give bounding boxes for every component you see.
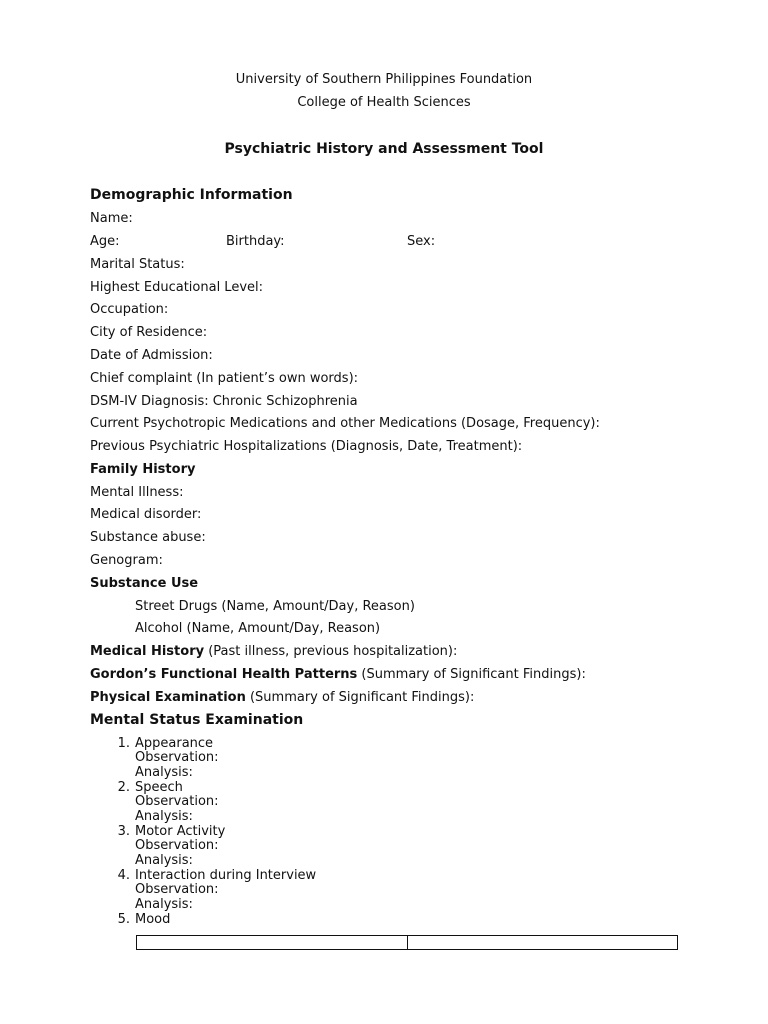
age-field-label: Age: (90, 234, 120, 249)
mse-item-number: 4. (117, 868, 130, 883)
college-name: College of Health Sciences (297, 95, 471, 110)
mse-analysis-label: Analysis: (135, 765, 193, 780)
physical-exam-detail: (Summary of Significant Findings): (245, 690, 475, 705)
mse-item-number: 1. (117, 736, 130, 751)
date-of-admission-label: Date of Admission: (90, 348, 213, 363)
mse-item-number: 3. (117, 824, 130, 839)
gordon-detail: (Summary of Significant Findings): (357, 667, 586, 682)
chief-complaint-label: Chief complaint (In patient’s own words): (90, 371, 359, 386)
demographic-heading: Demographic Information (90, 187, 293, 203)
mse-item-label: Interaction during Interview (135, 868, 317, 883)
medical-history-line (90, 644, 457, 660)
mse-heading: Mental Status Examination (90, 712, 304, 728)
substance-abuse-label: Substance abuse: (90, 530, 206, 545)
mse-item-label: Appearance (135, 736, 214, 751)
mse-item-label: Mood (135, 912, 171, 927)
medical-history-detail: (Past illness, previous hospitalization): (204, 644, 458, 659)
medical-history-label: Medical History (90, 644, 205, 659)
family-history-heading: Family History (90, 462, 196, 477)
document-title: Psychiatric History and Assessment Tool (224, 141, 544, 157)
mse-item-number: 5. (117, 912, 130, 927)
physical-exam-label: Physical Examination (90, 690, 246, 705)
mood-table-cell (407, 936, 678, 949)
occupation-label: Occupation: (90, 302, 169, 317)
medications-label: Current Psychotropic Medications and other Medications (Dosage, Frequency): (90, 416, 600, 431)
mse-item-label: Speech (135, 780, 183, 795)
mse-observation-label: Observation: (135, 882, 219, 897)
institution-name: University of Southern Philippines Foundation (235, 72, 533, 87)
education-label: Highest Educational Level: (90, 280, 264, 295)
marital-status-label: Marital Status: (90, 257, 185, 272)
mse-item-label: Motor Activity (135, 824, 226, 839)
mse-analysis-label: Analysis: (135, 897, 193, 912)
name-field-label: Name: (90, 211, 133, 226)
sex-field-label: Sex: (407, 234, 436, 249)
genogram-label: Genogram: (90, 553, 163, 568)
alcohol-label: Alcohol (Name, Amount/Day, Reason) (135, 621, 381, 636)
medical-disorder-label: Medical disorder: (90, 507, 202, 522)
mse-analysis-label: Analysis: (135, 809, 193, 824)
gordon-label: Gordon’s Functional Health Patterns (90, 667, 358, 682)
gordon-line (90, 667, 586, 683)
mood-table-cell (137, 936, 407, 949)
mse-observation-label: Observation: (135, 750, 219, 765)
birthday-field-label: Birthday: (226, 234, 285, 249)
mse-observation-label: Observation: (135, 838, 219, 853)
mental-illness-label: Mental Illness: (90, 485, 184, 500)
mse-item-number: 2. (117, 780, 130, 795)
hospitalizations-label: Previous Psychiatric Hospitalizations (Diagnosis, Date, Treatment): (90, 439, 523, 454)
diagnosis-line: DSM-IV Diagnosis: Chronic Schizophrenia (90, 394, 358, 409)
street-drugs-label: Street Drugs (Name, Amount/Day, Reason) (135, 599, 415, 614)
mse-analysis-label: Analysis: (135, 853, 193, 868)
mood-table (136, 935, 678, 950)
city-of-residence-label: City of Residence: (90, 325, 208, 340)
substance-use-heading: Substance Use (90, 576, 199, 591)
physical-exam-line (90, 690, 474, 706)
mse-observation-label: Observation: (135, 794, 219, 809)
